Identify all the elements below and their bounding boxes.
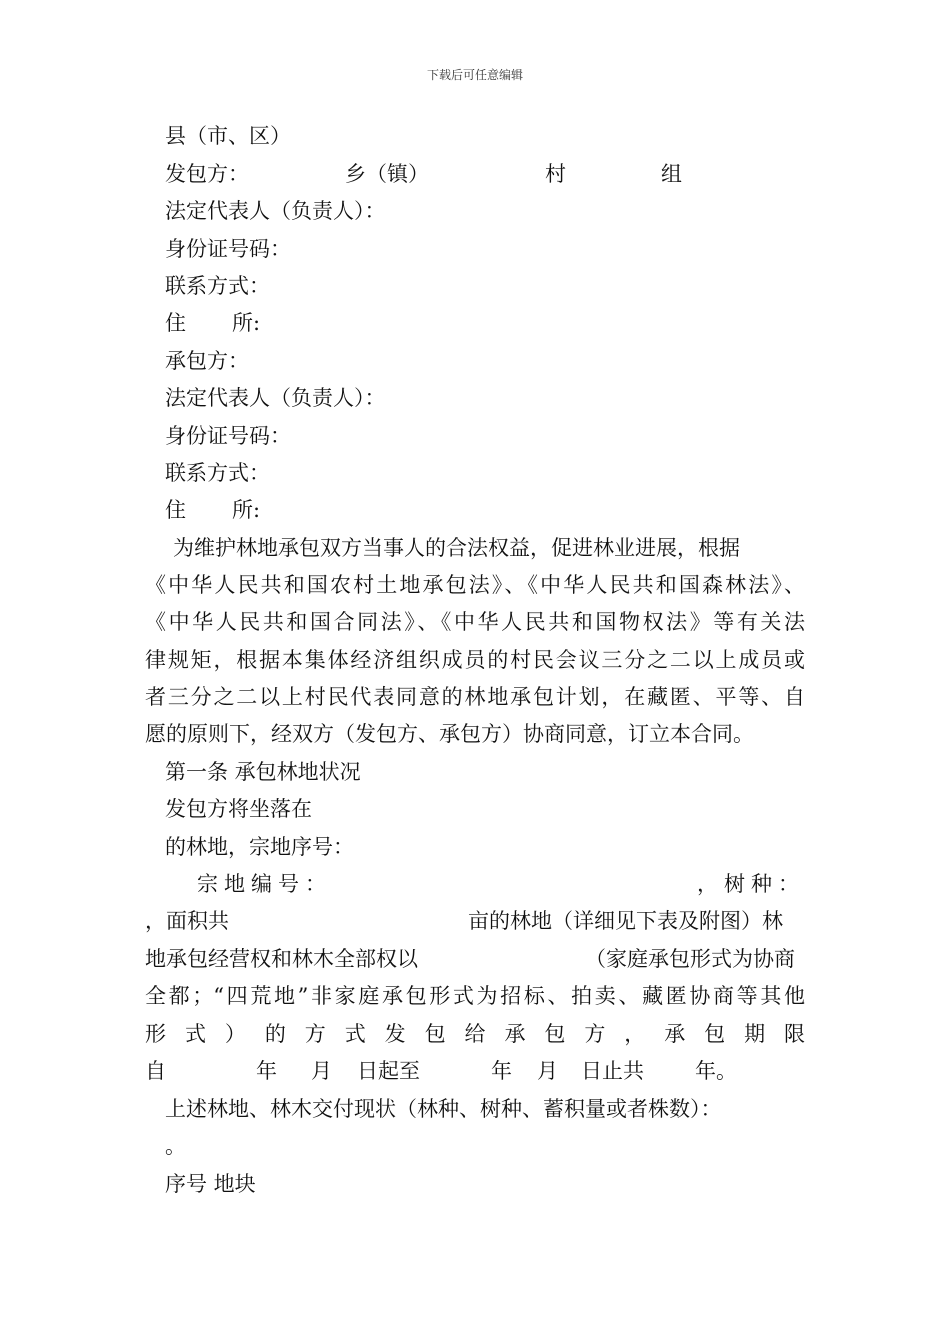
spaced-char: 方 xyxy=(584,1022,606,1046)
county-line: 县（市、区） xyxy=(165,124,291,148)
address-line-1 xyxy=(165,310,261,336)
parcel-number-label: 宗地编号： xyxy=(197,872,332,896)
preamble-line-3: 《中华人民共和国合同法》、《中华人民共和国物权法》等有关法 xyxy=(145,610,805,634)
legal-rep-line-2: 法定代表人（负责人）： xyxy=(165,386,386,410)
village-label: 村 xyxy=(545,162,566,186)
spaced-char: 式 xyxy=(344,1022,366,1046)
spaced-char: ） xyxy=(224,1022,246,1046)
spaced-char: 方 xyxy=(304,1022,326,1046)
spaced-char: 承 xyxy=(504,1022,526,1046)
preamble-line-5: 者三分之二以上村民代表同意的林地承包计划，在藏匿、平等、自 xyxy=(145,685,805,709)
spaced-char: ， xyxy=(624,1022,646,1046)
fabao-line xyxy=(165,161,682,187)
day-from-label: 日起至 xyxy=(357,1059,420,1083)
spaced-char: 形 xyxy=(145,1022,166,1046)
month-label: 月 xyxy=(537,1059,558,1083)
id-number-line-2: 身份证号码： xyxy=(165,424,291,448)
article-1-line-6: 全都；“四荒地”非家庭承包形式为招标、拍卖、藏匿协商等其他 xyxy=(145,984,805,1008)
tree-species-label: ，树种： xyxy=(697,872,805,896)
spaced-char: 发 xyxy=(384,1022,406,1046)
spaced-char: 承 xyxy=(664,1022,686,1046)
preamble-line-6: 愿的原则下，经双方（发包方、承包方）协商同意，订立本合同。 xyxy=(145,722,754,746)
address-line-2 xyxy=(165,497,261,523)
article-1-title: 第一条 承包林地状况 xyxy=(165,760,361,784)
contact-line-2: 联系方式： xyxy=(165,461,270,485)
spaced-char: 给 xyxy=(464,1022,486,1046)
fabao-label: 发包方： xyxy=(165,162,249,186)
page-header: 下载后可任意编辑 xyxy=(426,68,523,82)
from-label: 自 xyxy=(145,1059,166,1083)
spaced-char: 式 xyxy=(184,1022,206,1046)
township-label: 乡（镇） xyxy=(345,162,429,186)
id-number-line-1: 身份证号码： xyxy=(165,237,291,261)
preamble-line-4: 律规矩，根据本集体经济组织成员的村民会议三分之二以上成员或 xyxy=(145,648,805,672)
article-1-line-9: 上述林地、林木交付现状（林种、树种、蓄积量或者株数）： xyxy=(165,1097,722,1121)
spaced-char: 的 xyxy=(264,1022,286,1046)
article-1-line-5 xyxy=(145,946,795,972)
spaced-char: 包 xyxy=(424,1022,446,1046)
year-label: 年 xyxy=(491,1059,512,1083)
table-header-line: 序号 地块 xyxy=(165,1172,256,1196)
group-label: 组 xyxy=(661,162,682,186)
spaced-char: 期 xyxy=(744,1022,766,1046)
article-1-line-1: 发包方将坐落在 xyxy=(165,797,312,821)
article-1-line-4 xyxy=(145,908,783,934)
area-label: ，面积共 xyxy=(145,909,229,933)
article-1-line-2: 的林地，宗地序号： xyxy=(165,835,354,859)
address-label-a: 住 xyxy=(165,498,186,522)
month-label: 月 xyxy=(311,1059,332,1083)
preamble-line-1: 为维护林地承包双方当事人的合法权益，促进林业进展，根据 xyxy=(173,536,740,560)
legal-rep-line-1: 法定代表人（负责人）： xyxy=(165,199,386,223)
address-label-a: 住 xyxy=(165,311,186,335)
year-label: 年 xyxy=(256,1059,277,1083)
address-label-b: 所: xyxy=(232,311,261,335)
article-1-line-3 xyxy=(197,871,805,897)
spaced-char: 包 xyxy=(544,1022,566,1046)
article-1-line-7 xyxy=(145,1021,805,1047)
spaced-char: 包 xyxy=(704,1022,726,1046)
total-years-label: 年。 xyxy=(695,1059,737,1083)
ownership-text: 地承包经营权和林木全部权以 xyxy=(145,947,418,971)
day-to-label: 日止共 xyxy=(581,1059,644,1083)
chengbao-line: 承包方： xyxy=(165,349,249,373)
preamble-line-2: 《中华人民共和国农村土地承包法》、《中华人民共和国森林法》、 xyxy=(145,573,805,597)
area-unit-text: 亩的林地（详细见下表及附图）林 xyxy=(468,909,783,933)
contract-form-text: （家庭承包形式为协商 xyxy=(585,947,795,971)
contact-line-1: 联系方式： xyxy=(165,274,270,298)
address-label-b: 所: xyxy=(232,498,261,522)
spaced-char: 限 xyxy=(784,1022,805,1046)
article-1-line-10: 。 xyxy=(165,1134,186,1158)
